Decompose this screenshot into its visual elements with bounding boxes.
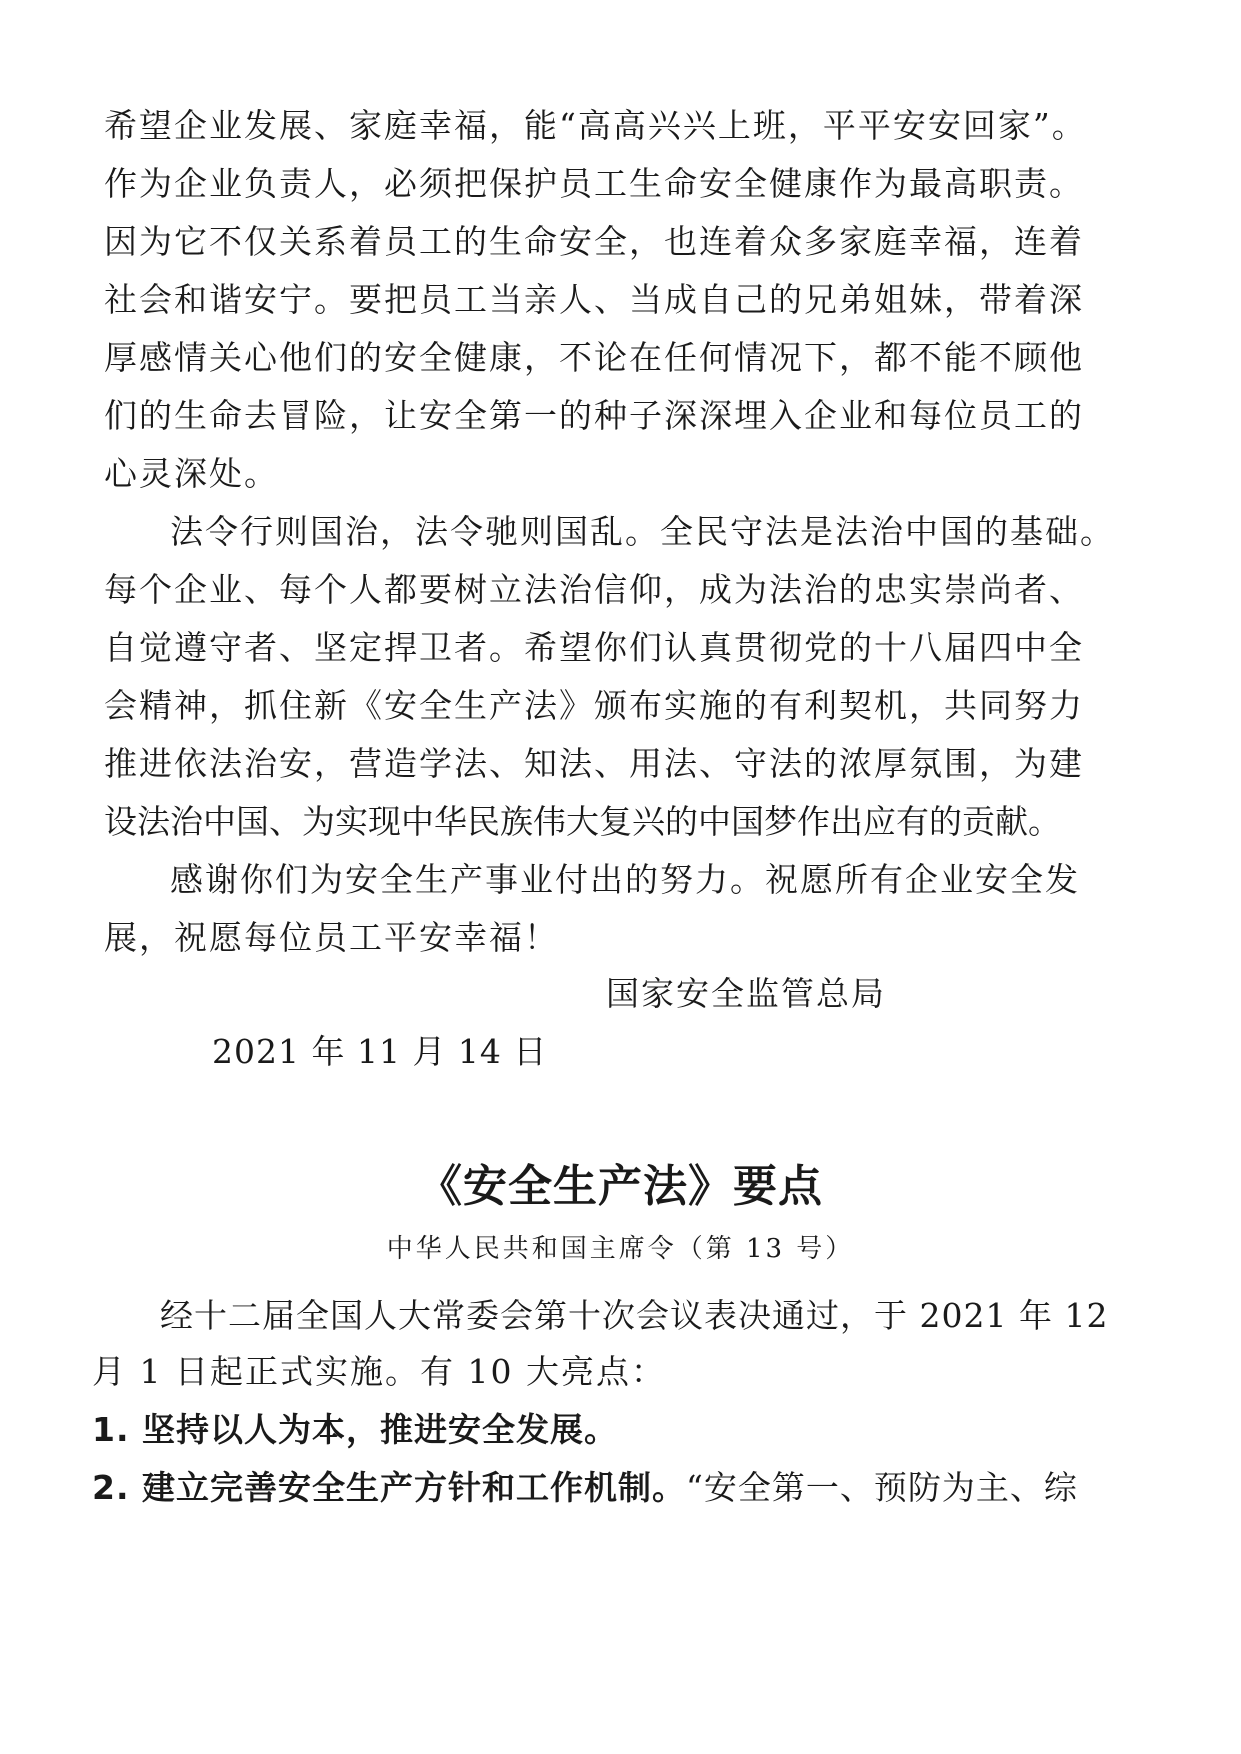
highlight-item-1 [92, 1410, 618, 1450]
paragraph-line: 展，祝愿每位员工平安幸福！ [104, 918, 559, 957]
letter-date: 2021 年 11 月 14 日 [212, 1032, 548, 1071]
paragraph-line: 设法治中国、为实现中华民族伟大复兴的中国梦作出应有的贡献。 [104, 802, 1061, 841]
paragraph-line: 社会和谐安宁。要把员工当亲人、当成自己的兄弟姐妹，带着深 [104, 280, 1084, 319]
intro-line: 月 1 日起正式实施。有 10 大亮点： [92, 1352, 666, 1391]
paragraph-line: 因为它不仅关系着员工的生命安全，也连着众多家庭幸福，连着 [104, 222, 1084, 261]
highlight-text: “安全第一、预防为主、综 [686, 1468, 1078, 1507]
paragraph-line: 心灵深处。 [104, 454, 279, 493]
highlight-item-2 [92, 1468, 1078, 1508]
paragraph-line: 厚感情关心他们的安全健康，不论在任何情况下，都不能不顾他 [104, 338, 1084, 377]
paragraph-line: 作为企业负责人，必须把保护员工生命安全健康作为最高职责。 [104, 164, 1084, 203]
paragraph-line: 推进依法治安，营造学法、知法、用法、守法的浓厚氛围，为建 [104, 744, 1084, 783]
paragraph-line: 法令行则国治，法令驰则国乱。全民守法是法治中国的基础。 [170, 512, 1115, 551]
paragraph-line: 感谢你们为安全生产事业付出的努力。祝愿所有企业安全发 [170, 860, 1080, 899]
paragraph-line: 希望企业发展、家庭幸福，能“高高兴兴上班，平平安安回家”。 [104, 106, 1087, 145]
paragraph-line: 自觉遵守者、坚定捍卫者。希望你们认真贯彻党的十八届四中全 [104, 628, 1084, 667]
highlight-heading: 1. 坚持以人为本，推进安全发展。 [92, 1410, 618, 1449]
highlight-heading: 2. 建立完善安全生产方针和工作机制。 [92, 1468, 686, 1507]
intro-line: 经十二届全国人大常委会第十次会议表决通过，于 2021 年 12 [160, 1296, 1109, 1335]
letter-signature: 国家安全监管总局 [606, 974, 886, 1013]
paragraph-line: 们的生命去冒险，让安全第一的种子深深埋入企业和每位员工的 [104, 396, 1084, 435]
paragraph-line: 每个企业、每个人都要树立法治信仰，成为法治的忠实崇尚者、 [104, 570, 1084, 609]
paragraph-line: 会精神，抓住新《安全生产法》颁布实施的有利契机，共同努力 [104, 686, 1084, 725]
section-title: 《安全生产法》要点 [418, 1161, 823, 1212]
section-subtitle: 中华人民共和国主席令（第 13 号） [386, 1234, 855, 1264]
